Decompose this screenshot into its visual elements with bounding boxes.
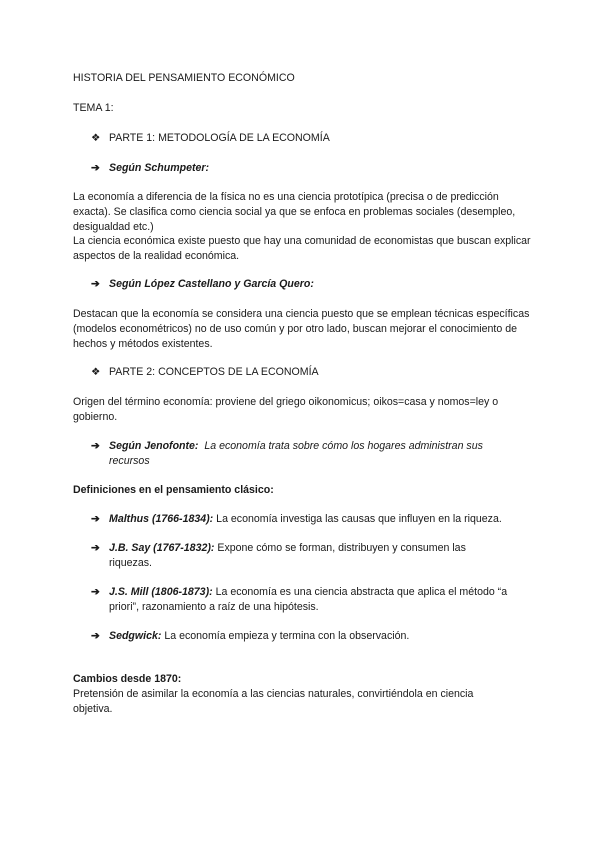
definicion-text: La economía empieza y termina con la observación. (164, 630, 410, 642)
parte2-bullet (91, 365, 319, 380)
definicion-text: La economía investiga las causas que influyen en la riqueza. (216, 513, 502, 525)
parte1-heading: PARTE 1: METODOLOGÍA DE LA ECONOMÍA (109, 132, 330, 144)
origen-paragraph: Origen del término economía: proviene del griego oikonomicus; oikos=casa y nomos=ley o gobierno. (73, 396, 499, 423)
jenofonte-bullet (91, 439, 531, 469)
parte2-heading: PARTE 2: CONCEPTOS DE LA ECONOMÍA (109, 366, 319, 378)
arrow-bullet-icon: ➔ (91, 162, 100, 174)
lopez-paragraph: Destacan que la economía se considera una ciencia puesto que se emplean técnicas específicas (modelos econométricos) no de uso común y por otro lado, buscan mejorar el conocimiento de hechos y métodos existentes. (73, 308, 530, 350)
definicion-item (91, 541, 531, 571)
definicion-item (91, 512, 531, 527)
definicion-name: Sedgwick: (109, 630, 162, 642)
lopez-heading: Según López Castellano y García Quero: (109, 278, 314, 290)
schumpeter-heading: Según Schumpeter: (109, 162, 210, 174)
diamond-bullet-icon: ❖ (91, 366, 101, 378)
arrow-bullet-icon: ➔ (91, 630, 100, 642)
tema-label: TEMA 1: (73, 102, 114, 114)
arrow-bullet-icon: ➔ (91, 586, 100, 598)
arrow-bullet-icon: ➔ (91, 440, 100, 452)
cambios-paragraph: Pretensión de asimilar la economía a las ciencias naturales, convirtiéndola en ciencia objetiva. (73, 688, 474, 715)
definicion-item (91, 585, 531, 615)
arrow-bullet-icon: ➔ (91, 542, 100, 554)
diamond-bullet-icon: ❖ (91, 132, 101, 144)
lopez-bullet (91, 277, 531, 292)
parte1-bullet (91, 131, 330, 146)
ciencia-paragraph: La ciencia económica existe puesto que hay una comunidad de economistas que buscan explicar aspectos de la realidad económica. (73, 235, 531, 262)
schumpeter-bullet (91, 161, 531, 176)
definiciones-heading: Definiciones en el pensamiento clásico: (73, 484, 274, 496)
arrow-bullet-icon: ➔ (91, 278, 100, 290)
definicion-text: Expone cómo se forman, distribuyen y consumen las riquezas. (109, 542, 466, 569)
jenofonte-name: Según Jenofonte: (109, 440, 199, 452)
jenofonte-text: La economía trata sobre cómo los hogares administran sus recursos (109, 440, 483, 467)
schumpeter-paragraph: La economía a diferencia de la física no es una ciencia prototípica (precisa o de predicción exacta). Se clasifica como ciencia social ya que se enfoca en problemas sociales (desempleo, desigualdad etc.) (73, 191, 516, 233)
cambios-heading: Cambios desde 1870: (73, 673, 182, 685)
document-title: HISTORIA DEL PENSAMIENTO ECONÓMICO (73, 72, 295, 84)
arrow-bullet-icon: ➔ (91, 513, 100, 525)
definicion-name: J.B. Say (1767-1832): (109, 542, 215, 554)
definicion-item (91, 629, 531, 644)
definicion-name: J.S. Mill (1806-1873): (109, 586, 213, 598)
definicion-name: Malthus (1766-1834): (109, 513, 214, 525)
definicion-text: La economía es una ciencia abstracta que aplica el método “a priori”, razonamiento a raíz de una hipótesis. (109, 586, 508, 613)
